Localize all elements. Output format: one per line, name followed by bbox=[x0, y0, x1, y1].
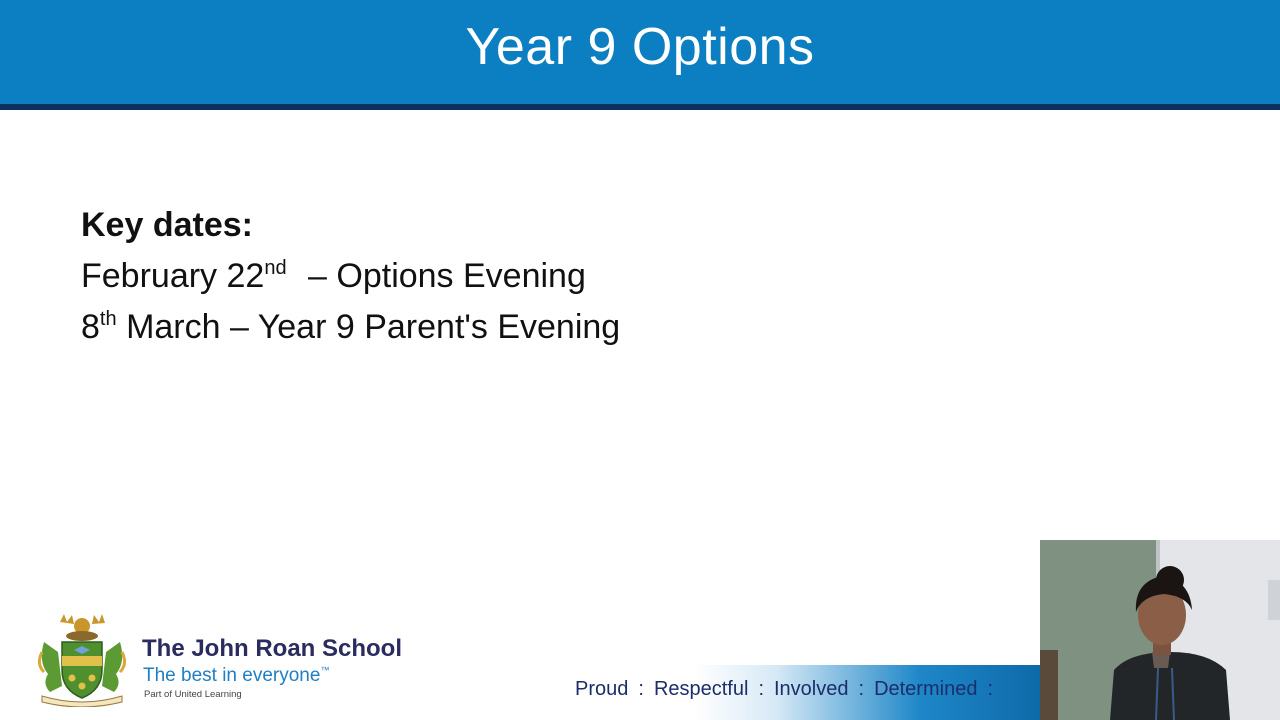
date-item-parents-evening bbox=[81, 302, 620, 353]
key-dates-heading: Key dates: bbox=[81, 206, 253, 244]
value-involved: Involved bbox=[774, 678, 849, 700]
school-affiliation: Part of United Learning bbox=[144, 689, 242, 700]
slide-title: Year 9 Options bbox=[465, 18, 815, 76]
school-tagline: The best in everyone™ bbox=[143, 665, 330, 686]
presenter-webcam bbox=[1040, 540, 1280, 720]
value-respectful: Respectful bbox=[653, 678, 749, 700]
presenter-video-icon bbox=[1040, 540, 1280, 720]
school-crest-icon bbox=[34, 612, 130, 707]
date-event: – Options Evening bbox=[308, 257, 586, 295]
date-event: March – Year 9 Parent's Evening bbox=[126, 308, 621, 346]
date-suffix: nd bbox=[264, 257, 287, 279]
value-proud: Proud bbox=[575, 678, 629, 700]
slide-content bbox=[81, 200, 620, 353]
slide-title-bar bbox=[0, 0, 1280, 104]
school-name: The John Roan School bbox=[142, 635, 403, 662]
date-item-options-evening bbox=[81, 251, 620, 302]
date-day: 8 bbox=[81, 308, 100, 346]
date-suffix: th bbox=[99, 308, 117, 330]
school-values: Proud : Respectful : Involved : Determined : bbox=[575, 678, 994, 700]
date-day: February 22 bbox=[81, 257, 265, 295]
school-logo bbox=[34, 612, 454, 707]
value-determined: Determined bbox=[874, 678, 978, 700]
